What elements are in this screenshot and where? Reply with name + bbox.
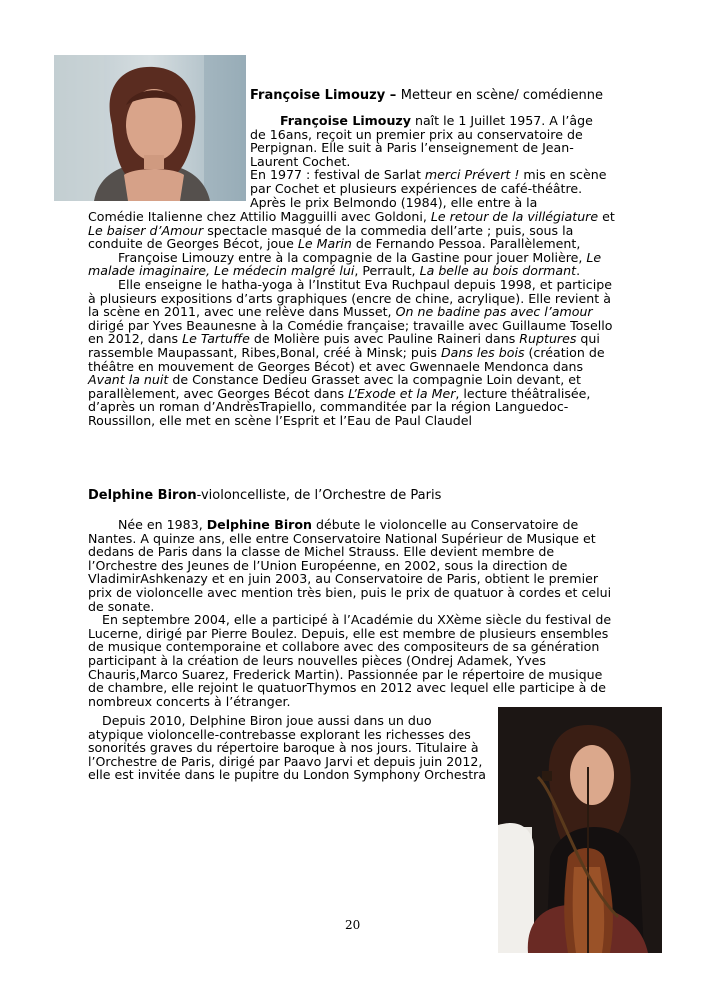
profile1-body-title: Le malade imaginaire, Le médecin malgré lui	[88, 249, 602, 279]
profile2-paragraph-3: Depuis 2010, Delphine Biron joue aussi dans un duo atypique violoncelle-contrebasse explorant les richesses des sonorités graves du répertoire baroque à nos jours. Titulaire à l’Orchestre de Paris, dirigé par Paavo Jarvi et depuis juin 2012, elle est invitée dans le pupitre du London Symphony Orchestra	[88, 713, 487, 783]
page-number: 20	[345, 918, 361, 932]
profile1-intro-title: merci Prévert !	[424, 167, 520, 183]
profile1-body-title: L’Exode et la Mer	[348, 385, 456, 401]
profile2-name: Delphine Biron	[88, 488, 197, 503]
profile1-body-text: de Molière puis avec Pauline Raineri dans	[249, 331, 520, 347]
profile2-body-text: Née en 1983,	[118, 517, 207, 532]
profile1-intro	[250, 114, 612, 209]
profile1-role: Metteur en scène/ comédienne	[400, 88, 604, 103]
profile1-body-text: Elle enseigne le hatha-yoga à l’Institut Eva Ruchpaul depuis 1998, et participe à plusieurs expositions d’arts graphiques (encre de chine, acrylique). Elle revient à la scène en 2011, avec une relève dans Musset,	[88, 276, 612, 320]
profile1-body-text: , lecture théâtralisée, d’après un roman d’AndrèsTrapiello, commanditée par la région Languedoc-Roussillon, elle met en scène l’Esprit et l’Eau de Paul Claudel	[88, 385, 591, 428]
profile1-body-title: On ne badine pas avec l’amour	[395, 304, 593, 320]
profile1-body	[88, 210, 616, 428]
profile1-body-text: Françoise Limouzy entre à la compagnie de la Gastine pour jouer Molière,	[118, 249, 587, 265]
profile1-body-text: et	[598, 209, 615, 224]
profile2-role: -violoncelliste, de l’Orchestre de Paris	[196, 488, 442, 503]
profile1-body-text: qui rassemble Maupassant, Ribes,Bonal, créé à Minsk; puis	[88, 331, 600, 360]
profile1-body-text: (création de théâtre en mouvement de Georges Bécot) et avec Gwennaele Mendonca dans	[88, 344, 605, 374]
portrait-francoise-limouzy	[54, 55, 246, 201]
profile2-body-end	[88, 714, 490, 782]
profile2-body	[88, 518, 620, 708]
profile1-body-text: spectacle masqué de la commedia dell’arte ; puis, sous la conduite de Georges Bécot, joue	[88, 222, 574, 252]
profile1-body-title: Avant la nuit	[88, 372, 169, 388]
profile1-body-text: dirigé par Yves Beaunesne à la Comédie française; travaille avec Guillaume Tosello en 2012, dans	[88, 317, 613, 347]
profile1-body-title: La belle au bois dormant	[419, 263, 577, 279]
profile2-body-text: débute le violoncelle au Conservatoire de Nantes. A quinze ans, elle entre Conservatoire National Supérieur de Musique et dedans de Paris dans la classe de Michel Strauss. Elle devient membre de l’Orchestre des Jeunes de l’Union Européenne, en 2002, sous la direction de VladimirAshkenazy et en juin 2003, au Conservatoire de Paris, obtient le premier prix de violoncelle avec mention très bien, puis le prix de quatuor à cordes et celui de sonate.	[88, 517, 612, 614]
profile1-body-title: Dans les bois	[440, 344, 525, 360]
profile1-heading	[250, 88, 603, 103]
profile1-body-title: Le baiser d’Amour	[88, 222, 204, 238]
profile1-body-text: de Fernando Pessoa. Parallèlement,	[351, 236, 581, 252]
profile1-body-title: Ruptures	[519, 331, 577, 347]
profile1-name: Françoise Limouzy	[250, 88, 386, 103]
profile2-paragraph-2: En septembre 2004, elle a participé à l’Académie du XXème siècle du festival de Lucerne, dirigé par Pierre Boulez. Depuis, elle est membre de plusieurs ensembles de musique contemporaine et collabore avec des compositeurs de sa génération participant à la création de leurs nouvelles pièces (Ondrej Adamek, Yves Chauris,Marco Suarez, Frederick Martin). Passionnée par le répertoire de musique de chambre, elle rejoint le quatuorThymos en 2012 avec lequel elle participe à de nombreux concerts à l’étranger.	[88, 612, 612, 709]
profile1-body-title: Le Tartuffe	[182, 331, 250, 347]
profile1-body-text: de Constance Dedieu Grasset avec la compagnie Loin devant, et parallèlement, avec Georges Bécot dans	[88, 372, 581, 401]
profile1-intro-text3: mis en scène par Cochet et plusieurs expériences de café-théâtre. Après le prix Belmondo (1984), elle entre à la	[250, 167, 607, 210]
profile1-dash: –	[385, 88, 401, 103]
profile1-intro-text: naît le 1 Juillet 1957. A l’âge de 16ans, reçoit un premier prix au conservatoire de Perpignan. Elle suit à Paris l’enseignement de Jean-Laurent Cochet.	[250, 113, 593, 169]
portrait-delphine-biron	[498, 707, 662, 953]
profile1-body-title: Le retour de la villégiature	[430, 209, 599, 224]
profile1-body-text: , Perrault,	[354, 263, 420, 279]
profile1-body-text: .	[576, 263, 581, 279]
profile1-body-title: Le Marin	[297, 236, 352, 252]
profile2-body-name: Delphine Biron	[206, 517, 312, 532]
profile1-intro-text2: En 1977 : festival de Sarlat	[250, 167, 425, 183]
profile1-intro-name: Françoise Limouzy	[280, 113, 411, 128]
profile1-body-text: Comédie Italienne chez Attilio Magguilli avec Goldoni,	[88, 209, 431, 224]
profile2-heading	[88, 488, 441, 503]
